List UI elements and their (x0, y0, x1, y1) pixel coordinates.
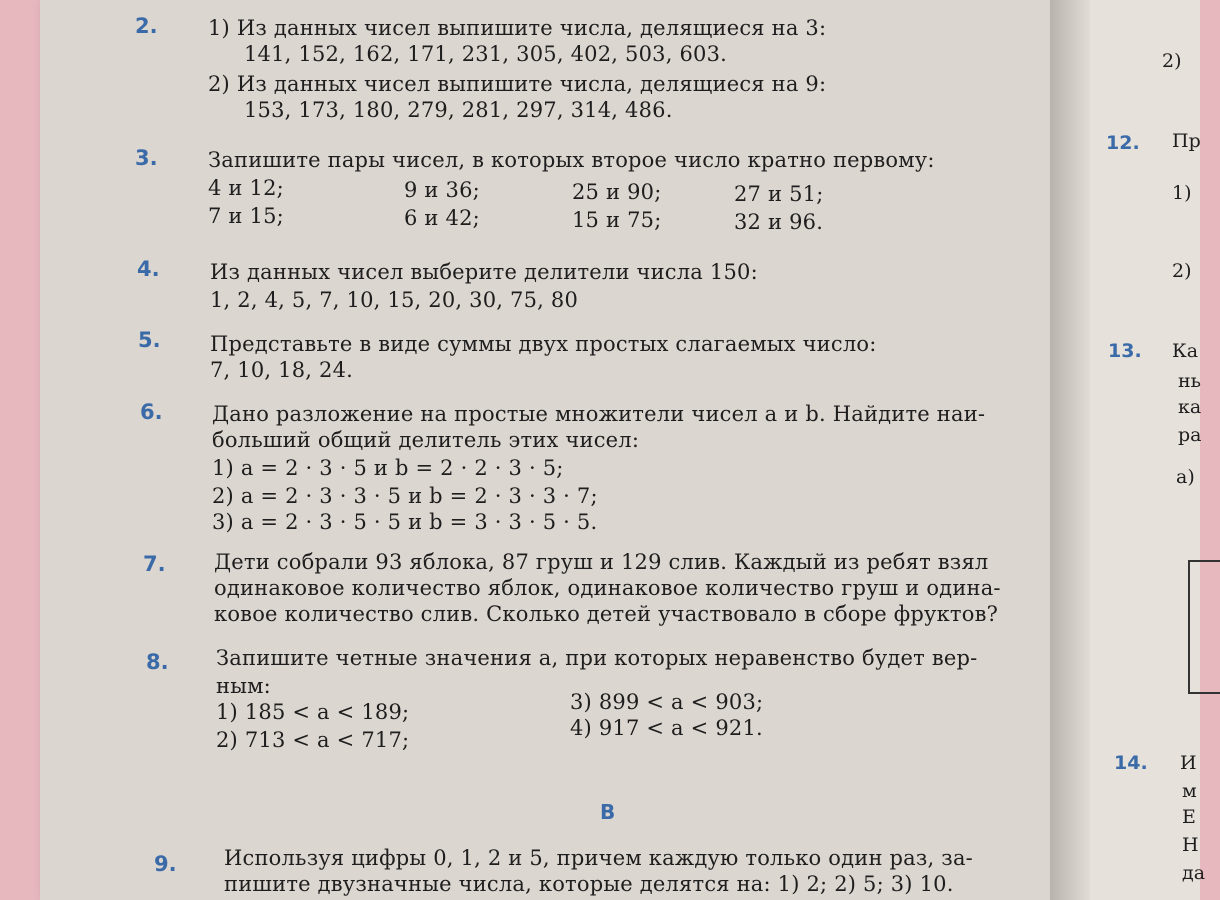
right-page-fragment: И (1180, 752, 1197, 774)
problem-8-item: 1) 185 < a < 189; (216, 700, 410, 724)
problem-number-6: 6. (140, 400, 163, 424)
problem-number-7: 7. (143, 552, 166, 576)
problem-number-4: 4. (137, 257, 160, 281)
problem-3-pair: 7 и 15; (208, 204, 284, 228)
problem-4-line-1: Из данных чисел выберите делители числа 150: (210, 260, 758, 284)
problem-5-line-1: Представьте в виде суммы двух простых слагаемых число: (210, 332, 877, 356)
section-letter: В (600, 800, 616, 824)
right-page-fragment: 2) (1162, 50, 1182, 72)
problem-6-line-2: больший общий делитель этих чисел: (212, 428, 640, 452)
problem-3-pair: 15 и 75; (572, 208, 662, 232)
right-page-fragment: Ка (1172, 340, 1199, 362)
problem-3-pair: 4 и 12; (208, 176, 284, 200)
problem-8-line-1: Запишите четные значения a, при которых неравенство будет вер- (216, 646, 978, 670)
problem-3-text: Запишите пары чисел, в которых второе число кратно первому: (208, 148, 935, 172)
problem-6-line-1: Дано разложение на простые множители чисел a и b. Найдите наи- (212, 402, 986, 426)
problem-7-line-1: Дети собрали 93 яблока, 87 груш и 129 слив. Каждый из ребят взял (214, 550, 989, 574)
problem-2-line-2: 141, 152, 162, 171, 231, 305, 402, 503, 603. (244, 42, 728, 66)
problem-7-line-3: ковое количество слив. Сколько детей участвовало в сборе фруктов? (214, 602, 999, 626)
right-page-fragment: Пр (1172, 130, 1201, 152)
problem-number-8: 8. (146, 650, 169, 674)
right-page-fragment: Е (1182, 806, 1196, 828)
problem-5-line-2: 7, 10, 18, 24. (210, 358, 354, 382)
right-page-number: 14. (1114, 752, 1148, 774)
problem-3-pair: 25 и 90; (572, 180, 662, 204)
problem-3-pair: 6 и 42; (404, 206, 480, 230)
problem-8-line-2: ным: (216, 674, 271, 698)
problem-8-item: 2) 713 < a < 717; (216, 728, 410, 752)
problem-6-line-4: 2) a = 2 · 3 · 3 · 5 и b = 2 · 3 · 3 · 7; (212, 484, 598, 508)
problem-number-9: 9. (154, 852, 177, 876)
problem-2-line-4: 153, 173, 180, 279, 281, 297, 314, 486. (244, 98, 673, 122)
right-page-number: 13. (1108, 340, 1142, 362)
problem-6-line-5: 3) a = 2 · 3 · 5 · 5 и b = 3 · 3 · 5 · 5. (212, 510, 598, 534)
cube-figure (1188, 560, 1220, 694)
problem-8-item: 3) 899 < a < 903; (570, 690, 764, 714)
right-page-fragment: м (1182, 780, 1197, 802)
problem-number-5: 5. (138, 328, 161, 352)
problem-3-pair: 32 и 96. (734, 210, 824, 234)
problem-3-pair: 27 и 51; (734, 182, 824, 206)
problem-2-line-3: 2) Из данных чисел выпишите числа, делящиеся на 9: (208, 72, 827, 96)
problem-9-line-1: Используя цифры 0, 1, 2 и 5, причем каждую только один раз, за- (224, 846, 973, 870)
right-page-fragment: 2) (1172, 260, 1192, 282)
right-page-fragment: ра (1178, 424, 1202, 446)
problem-2-line-1: 1) Из данных чисел выпишите числа, делящиеся на 3: (208, 16, 827, 40)
problem-6-line-3: 1) a = 2 · 3 · 5 и b = 2 · 2 · 3 · 5; (212, 456, 564, 480)
problem-3-pair: 9 и 36; (404, 178, 480, 202)
right-page-fragment: а) (1176, 466, 1195, 488)
problem-8-item: 4) 917 < a < 921. (570, 716, 763, 740)
right-page-fragment: Н (1182, 834, 1199, 856)
right-page-fragment: нь (1178, 370, 1202, 392)
problem-number-3: 3. (135, 146, 158, 170)
right-page-fragment: 1) (1172, 182, 1192, 204)
problem-9-line-2: пишите двузначные числа, которые делятся на: 1) 2; 2) 5; 3) 10. (224, 872, 954, 896)
right-page-fragment: ка (1178, 396, 1202, 418)
problem-4-line-2: 1, 2, 4, 5, 7, 10, 15, 20, 30, 75, 80 (210, 288, 579, 312)
right-page-number: 12. (1106, 132, 1140, 154)
problem-7-line-2: одинаковое количество яблок, одинаковое количество груш и одина- (214, 576, 1001, 600)
book-gutter (1050, 0, 1095, 900)
right-page-fragment: да (1182, 862, 1206, 884)
problem-number-2: 2. (135, 14, 158, 38)
